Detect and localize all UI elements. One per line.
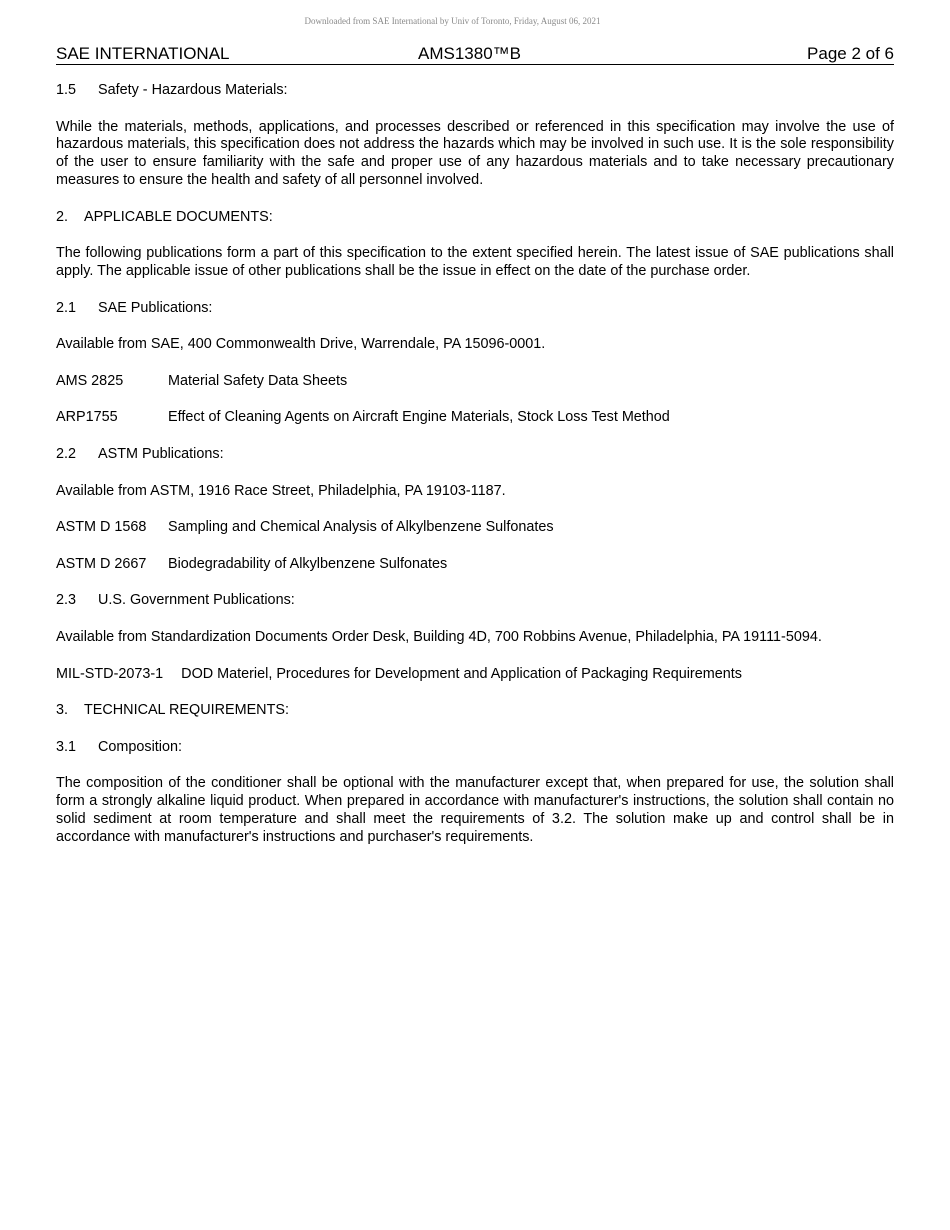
section-2-1-heading bbox=[56, 300, 894, 318]
section-title: TECHNICAL REQUIREMENTS: bbox=[84, 702, 289, 719]
section-2-1-availability: Available from SAE, 400 Commonwealth Drive, Warrendale, PA 15096-0001. bbox=[56, 336, 546, 353]
section-number: 3. bbox=[56, 702, 69, 719]
reference-title: DOD Materiel, Procedures for Development and Application of Packaging Requirements bbox=[181, 665, 742, 682]
section-2-3-heading bbox=[56, 592, 894, 610]
header-page-number: Page 2 of 6 bbox=[807, 44, 894, 63]
reference-item bbox=[56, 373, 894, 391]
section-number: 1.5 bbox=[56, 82, 77, 98]
section-title: ASTM Publications: bbox=[98, 445, 224, 462]
section-number: 3.1 bbox=[56, 738, 77, 755]
reference-code: MIL-STD-2073-1 bbox=[56, 665, 164, 682]
section-2-3-availability: Available from Standardization Documents Order Desk, Building 4D, 700 Robbins Avenue, Philadelphia, PA 19111-5094. bbox=[56, 628, 822, 645]
page-header bbox=[56, 44, 894, 65]
section-2-body: The following publications form a part of this specification to the extent specified herein. The latest issue of SAE publications shall apply. The applicable issue of other publications shall be the issue in effect on the date of the purchase order. bbox=[56, 245, 894, 279]
section-1-5-body: While the materials, methods, applications, and processes described or referenced in this specification may involve the use of hazardous materials, this specification does not address the hazards which may be involved in such use. It is the sole responsibility of the user to ensure familiarity with the safe and proper use of any hazardous materials and to take necessary precautionary measures to ensure the health and safety of all personnel involved. bbox=[56, 118, 894, 188]
reference-item bbox=[56, 409, 894, 427]
section-3-1-body: The composition of the conditioner shall be optional with the manufacturer except that, when prepared for use, the solution shall form a strongly alkaline liquid product. When prepared in accordance with manufacturer's instructions, the solution shall contain no solid sediment at room temperature and shall meet the requirements of 3.2. The solution make up and control shall be in accordance with manufacturer's instructions and purchaser's requirements. bbox=[56, 775, 894, 845]
reference-title: Biodegradability of Alkylbenzene Sulfonates bbox=[168, 555, 448, 572]
reference-item bbox=[56, 519, 894, 537]
reference-code: ARP1755 bbox=[56, 409, 118, 426]
reference-code: ASTM D 2667 bbox=[56, 555, 147, 572]
reference-title: Effect of Cleaning Agents on Aircraft Engine Materials, Stock Loss Test Method bbox=[168, 409, 670, 426]
section-title: Composition: bbox=[98, 738, 182, 755]
reference-item bbox=[56, 556, 894, 574]
reference-title: Sampling and Chemical Analysis of Alkylbenzene Sulfonates bbox=[168, 519, 554, 536]
section-3-heading bbox=[56, 702, 894, 720]
reference-title: Material Safety Data Sheets bbox=[168, 372, 348, 389]
section-2-heading bbox=[56, 209, 894, 227]
reference-item bbox=[56, 666, 894, 684]
section-title: U.S. Government Publications: bbox=[98, 592, 295, 609]
section-1-5-heading bbox=[56, 82, 894, 100]
section-number: 2.3 bbox=[56, 592, 77, 609]
reference-code: AMS 2825 bbox=[56, 372, 124, 389]
section-title: SAE Publications: bbox=[98, 299, 213, 316]
section-3-1-heading bbox=[56, 739, 894, 757]
section-number: 2.1 bbox=[56, 299, 77, 316]
reference-code: ASTM D 1568 bbox=[56, 519, 147, 536]
section-number: 2. bbox=[56, 208, 69, 225]
section-title: Safety - Hazardous Materials: bbox=[98, 82, 288, 98]
download-watermark: Downloaded from SAE International by Univ of Toronto, Friday, August 06, 2021 bbox=[304, 16, 601, 26]
section-2-2-availability: Available from ASTM, 1916 Race Street, Philadelphia, PA 19103-1187. bbox=[56, 482, 506, 499]
document-body bbox=[56, 82, 894, 846]
header-organization: SAE INTERNATIONAL bbox=[56, 44, 230, 63]
header-document-id: AMS1380™B bbox=[418, 44, 521, 63]
section-title: APPLICABLE DOCUMENTS: bbox=[84, 208, 273, 225]
section-number: 2.2 bbox=[56, 445, 77, 462]
section-2-2-heading bbox=[56, 446, 894, 464]
